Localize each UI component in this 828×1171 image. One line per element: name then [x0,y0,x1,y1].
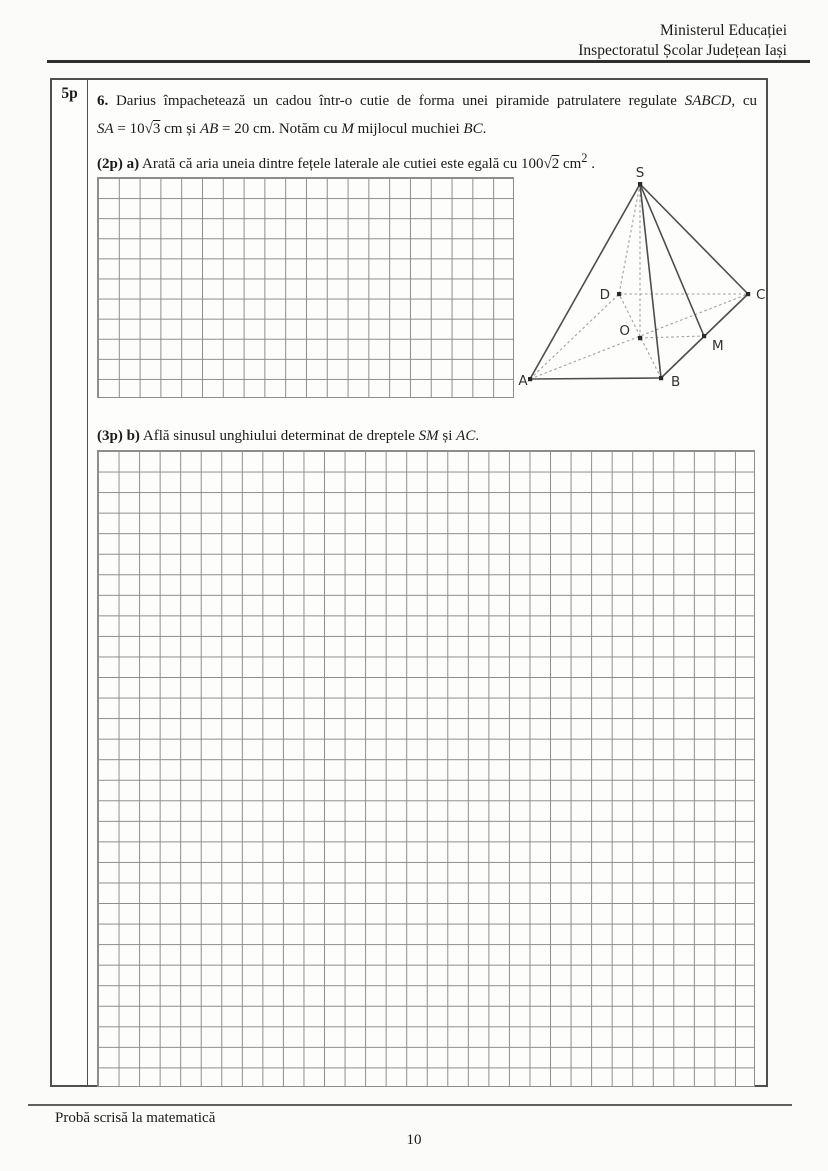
statement-line-2 [97,115,757,143]
vertex-S-label: S [635,165,645,181]
vertex-S-dot [638,182,642,186]
bc-variable: BC [463,121,483,137]
edge-SA [530,184,640,379]
part-a-period: . [587,156,596,172]
statement-text: Darius împachetează un cadou într-o cutie de forma unei piramide patrulatere regulate [115,93,677,109]
edge-AD [530,294,619,379]
points-column [52,80,88,1085]
ministry-name: Ministerul Educației [660,22,787,39]
line-ac: AC [456,428,476,444]
pyramid-figure [512,163,778,405]
part-a-label: a) [126,156,140,172]
statement-line-1 [97,87,757,115]
part-b-label: b) [126,428,140,444]
problem-6-box [50,78,768,1087]
area-exponent: 2 [581,151,588,165]
page-number: 10 [406,1132,422,1148]
vertex-B-label: B [671,374,681,390]
area-radicand: 2 [551,156,560,172]
problem-content [88,80,766,1085]
ab-value: = 20 cm. Notăm cu [222,121,338,137]
part-b-line [97,426,757,446]
exam-name: Probă scrisă la matematică [55,1110,216,1126]
header-divider [47,60,810,63]
line-sm: SM [418,428,439,444]
midpoint-M-label: M [712,338,724,354]
edge-SD [619,184,640,294]
vertex-B-dot [659,376,663,380]
sa-variable: SA [97,121,114,137]
midpoint-M-dot [702,334,706,338]
area-unit: cm [562,156,582,172]
sa-value: = 10√ [117,121,153,137]
center-O-label: O [619,323,630,339]
answer-grid-part-b [97,450,755,1087]
sa-unit: cm și [164,121,197,137]
edge-SB [640,184,661,378]
ab-variable: AB [199,121,219,137]
m-variable: M [341,121,354,137]
vertex-D-dot [617,292,621,296]
part-b-period: . [475,428,480,444]
vertex-A-label: A [518,373,528,389]
inspectorate-name: Inspectoratul Școlar Județean Iași [578,42,787,60]
page-header [578,21,787,62]
points-badge: 5p [61,85,78,102]
vertex-D-label: D [599,287,610,303]
edge-AB [530,378,661,379]
problem-statement [97,87,757,143]
edge-SC [640,184,748,294]
statement-line1-end: , cu [731,93,757,109]
vertex-A-dot [528,377,532,381]
statement-period: . [482,121,487,137]
pyramid-name: SABCD [684,93,732,109]
center-O-dot [638,336,642,340]
part-b-conjunction: și [442,428,453,444]
answer-grid-part-a [97,177,514,398]
edge-SM [640,184,704,336]
problem-number: 6. [97,93,109,109]
part-b-text: Află sinusul unghiului determinat de dreptele [142,428,415,444]
part-b-points: (3p) [97,428,123,444]
vertex-C-dot [746,292,750,296]
vertex-C-label: C [756,287,766,303]
footer-divider [28,1104,792,1106]
m-text: mijlocul muchiei [357,121,460,137]
part-a-text: Arată că aria uneia dintre fețele laterale ale cutiei este egală cu [142,156,518,172]
edge-OM [640,336,704,338]
area-value: 100√ [520,156,552,172]
part-a-points: (2p) [97,156,123,172]
sa-radicand: 3 [152,121,161,137]
